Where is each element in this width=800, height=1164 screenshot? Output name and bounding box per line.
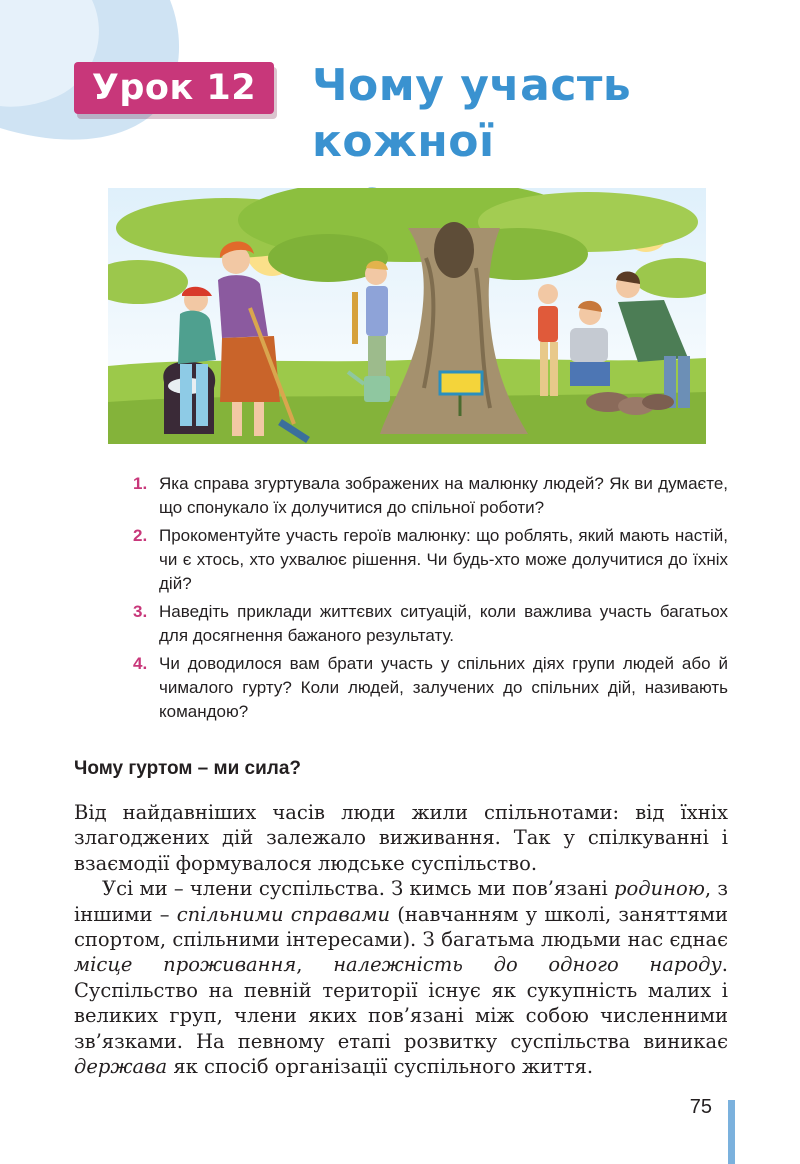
body-text [74, 800, 728, 1079]
text-run: , [296, 953, 334, 977]
question-item [133, 472, 728, 520]
question-text: Яка справа згуртувала зображених на малюнку людей? Як ви думаєте, що спонукало їх долучитися до спільної роботи? [159, 474, 728, 517]
text-run: як спосіб організації суспільного життя. [167, 1055, 594, 1079]
text-run: , з іншими – [74, 877, 728, 926]
page-number: 75 [689, 1096, 712, 1118]
emphasis-term: спільними справами [176, 902, 391, 926]
emphasis-term: належність до одного народу [333, 953, 722, 977]
girl-with-tools [538, 284, 558, 396]
question-item [133, 524, 728, 596]
question-text: Чи доводилося вам брати участь у спільних діях групи людей або й чималого гурту? Коли людей, залучених до спільних дій, називають командою? [159, 654, 728, 721]
question-number: 2. [133, 526, 148, 545]
text-run: Усі ми – члени суспільства. З кимсь ми пов’язані [102, 877, 615, 901]
question-number: 4. [133, 654, 148, 673]
paragraph-1: Від найдавніших часів люди жили спільнотами: від їхніх злагоджених дій залежало виживання. Так у спілкуванні і взаємодії формувалося людське суспільство. [74, 801, 728, 875]
question-text: Прокоментуйте участь героїв малюнку: що роблять, який мають настій, чи є хтось, хто ухвалює рішення. Чи будь-хто може долучитися до їхніх дій? [159, 526, 728, 593]
emphasis-term: держава [74, 1055, 168, 1079]
question-number: 3. [133, 602, 148, 621]
illustration-community-work [108, 188, 706, 444]
title-line-1: Чому участь кожної [312, 60, 632, 167]
question-item [133, 652, 728, 724]
emphasis-term: місце проживання [74, 953, 297, 977]
emphasis-term: родиною [614, 877, 705, 901]
question-number: 1. [133, 474, 148, 493]
lesson-label: Урок 12 [91, 68, 257, 108]
text-run: (навчанням у школі, заняттями спортом, спільними інтересами). З багатьма людьми нас єднає [74, 902, 729, 952]
question-item [133, 600, 728, 648]
text-run: . Суспільство на певній території існує як сукупність малих і великих груп, члени яких пов’язані між собою численними зв’язками. На певному етапі розвитку суспільства виникає [74, 953, 728, 1053]
section-heading: Чому гуртом – ми сила? [74, 758, 302, 779]
lesson-badge [74, 62, 274, 114]
question-list [133, 472, 728, 728]
page-edge-bar [728, 1100, 735, 1164]
question-text: Наведіть приклади життєвих ситуацій, коли важлива участь багатьох для досягнення бажаного результату. [159, 602, 728, 645]
paragraph-2 [74, 876, 728, 1079]
